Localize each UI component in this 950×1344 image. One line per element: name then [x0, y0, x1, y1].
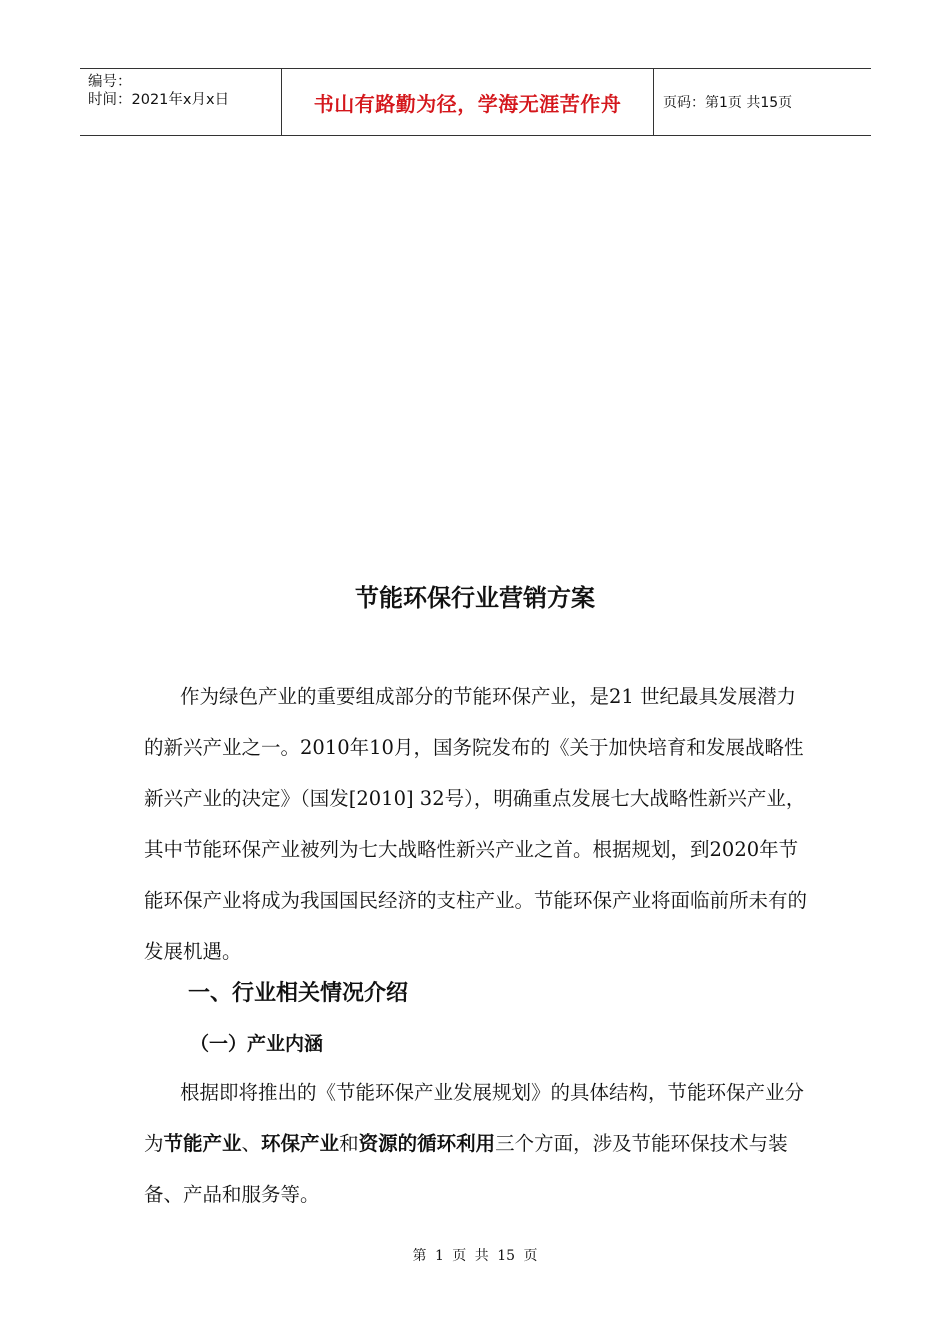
bold-term-environmental: 环保产业 — [261, 1132, 340, 1155]
bold-term-recycling: 资源的循环利用 — [358, 1132, 496, 1155]
intro-paragraph: 作为绿色产业的重要组成部分的节能环保产业，是21 世纪最具发展潜力的新兴产业之一。2010年10月，国务院发布的《关于加快培育和发展战略性新兴产业的决定》（国发[2010] 32号），明确重点发展七大战略性新兴产业，其中节能环保产业被列为七大战略性新兴产业之首。根据规划，到2020年节能环保产业将成为我国国民经济的支柱产业。节能环保产业将面临前所未有的发展机遇。 — [144, 685, 808, 963]
page-footer: 第 1 页 共 15 页 — [412, 1248, 538, 1264]
document-title: 节能环保行业营销方案 — [355, 584, 595, 612]
header-table — [80, 68, 871, 136]
separator: 、 — [241, 1132, 262, 1155]
section-heading-1: 一、行业相关情况介绍 — [188, 981, 409, 1006]
header-motto: 书山有路勤为径，学海无涯苦作舟 — [282, 69, 654, 135]
number-label: 编号： — [88, 74, 132, 90]
paragraph-text: 根据即将推出的《节能环保产业发展规划》的具体结构，节能环保产业分为 — [144, 1081, 805, 1155]
bold-term-energy-saving: 节能产业 — [163, 1132, 242, 1155]
time-label: 时间：2021年x月x日 — [88, 92, 230, 108]
subsection-heading-1: （一）产业内涵 — [190, 1033, 324, 1055]
separator: 和 — [339, 1132, 359, 1155]
header-meta — [80, 69, 282, 135]
paragraph-text: 三个方面，涉及节能环保技术与装备、产品和服务等。 — [144, 1132, 788, 1206]
header-page-info: 页码：第1页 共15页 — [663, 95, 793, 111]
industry-scope-paragraph — [144, 1067, 809, 1220]
